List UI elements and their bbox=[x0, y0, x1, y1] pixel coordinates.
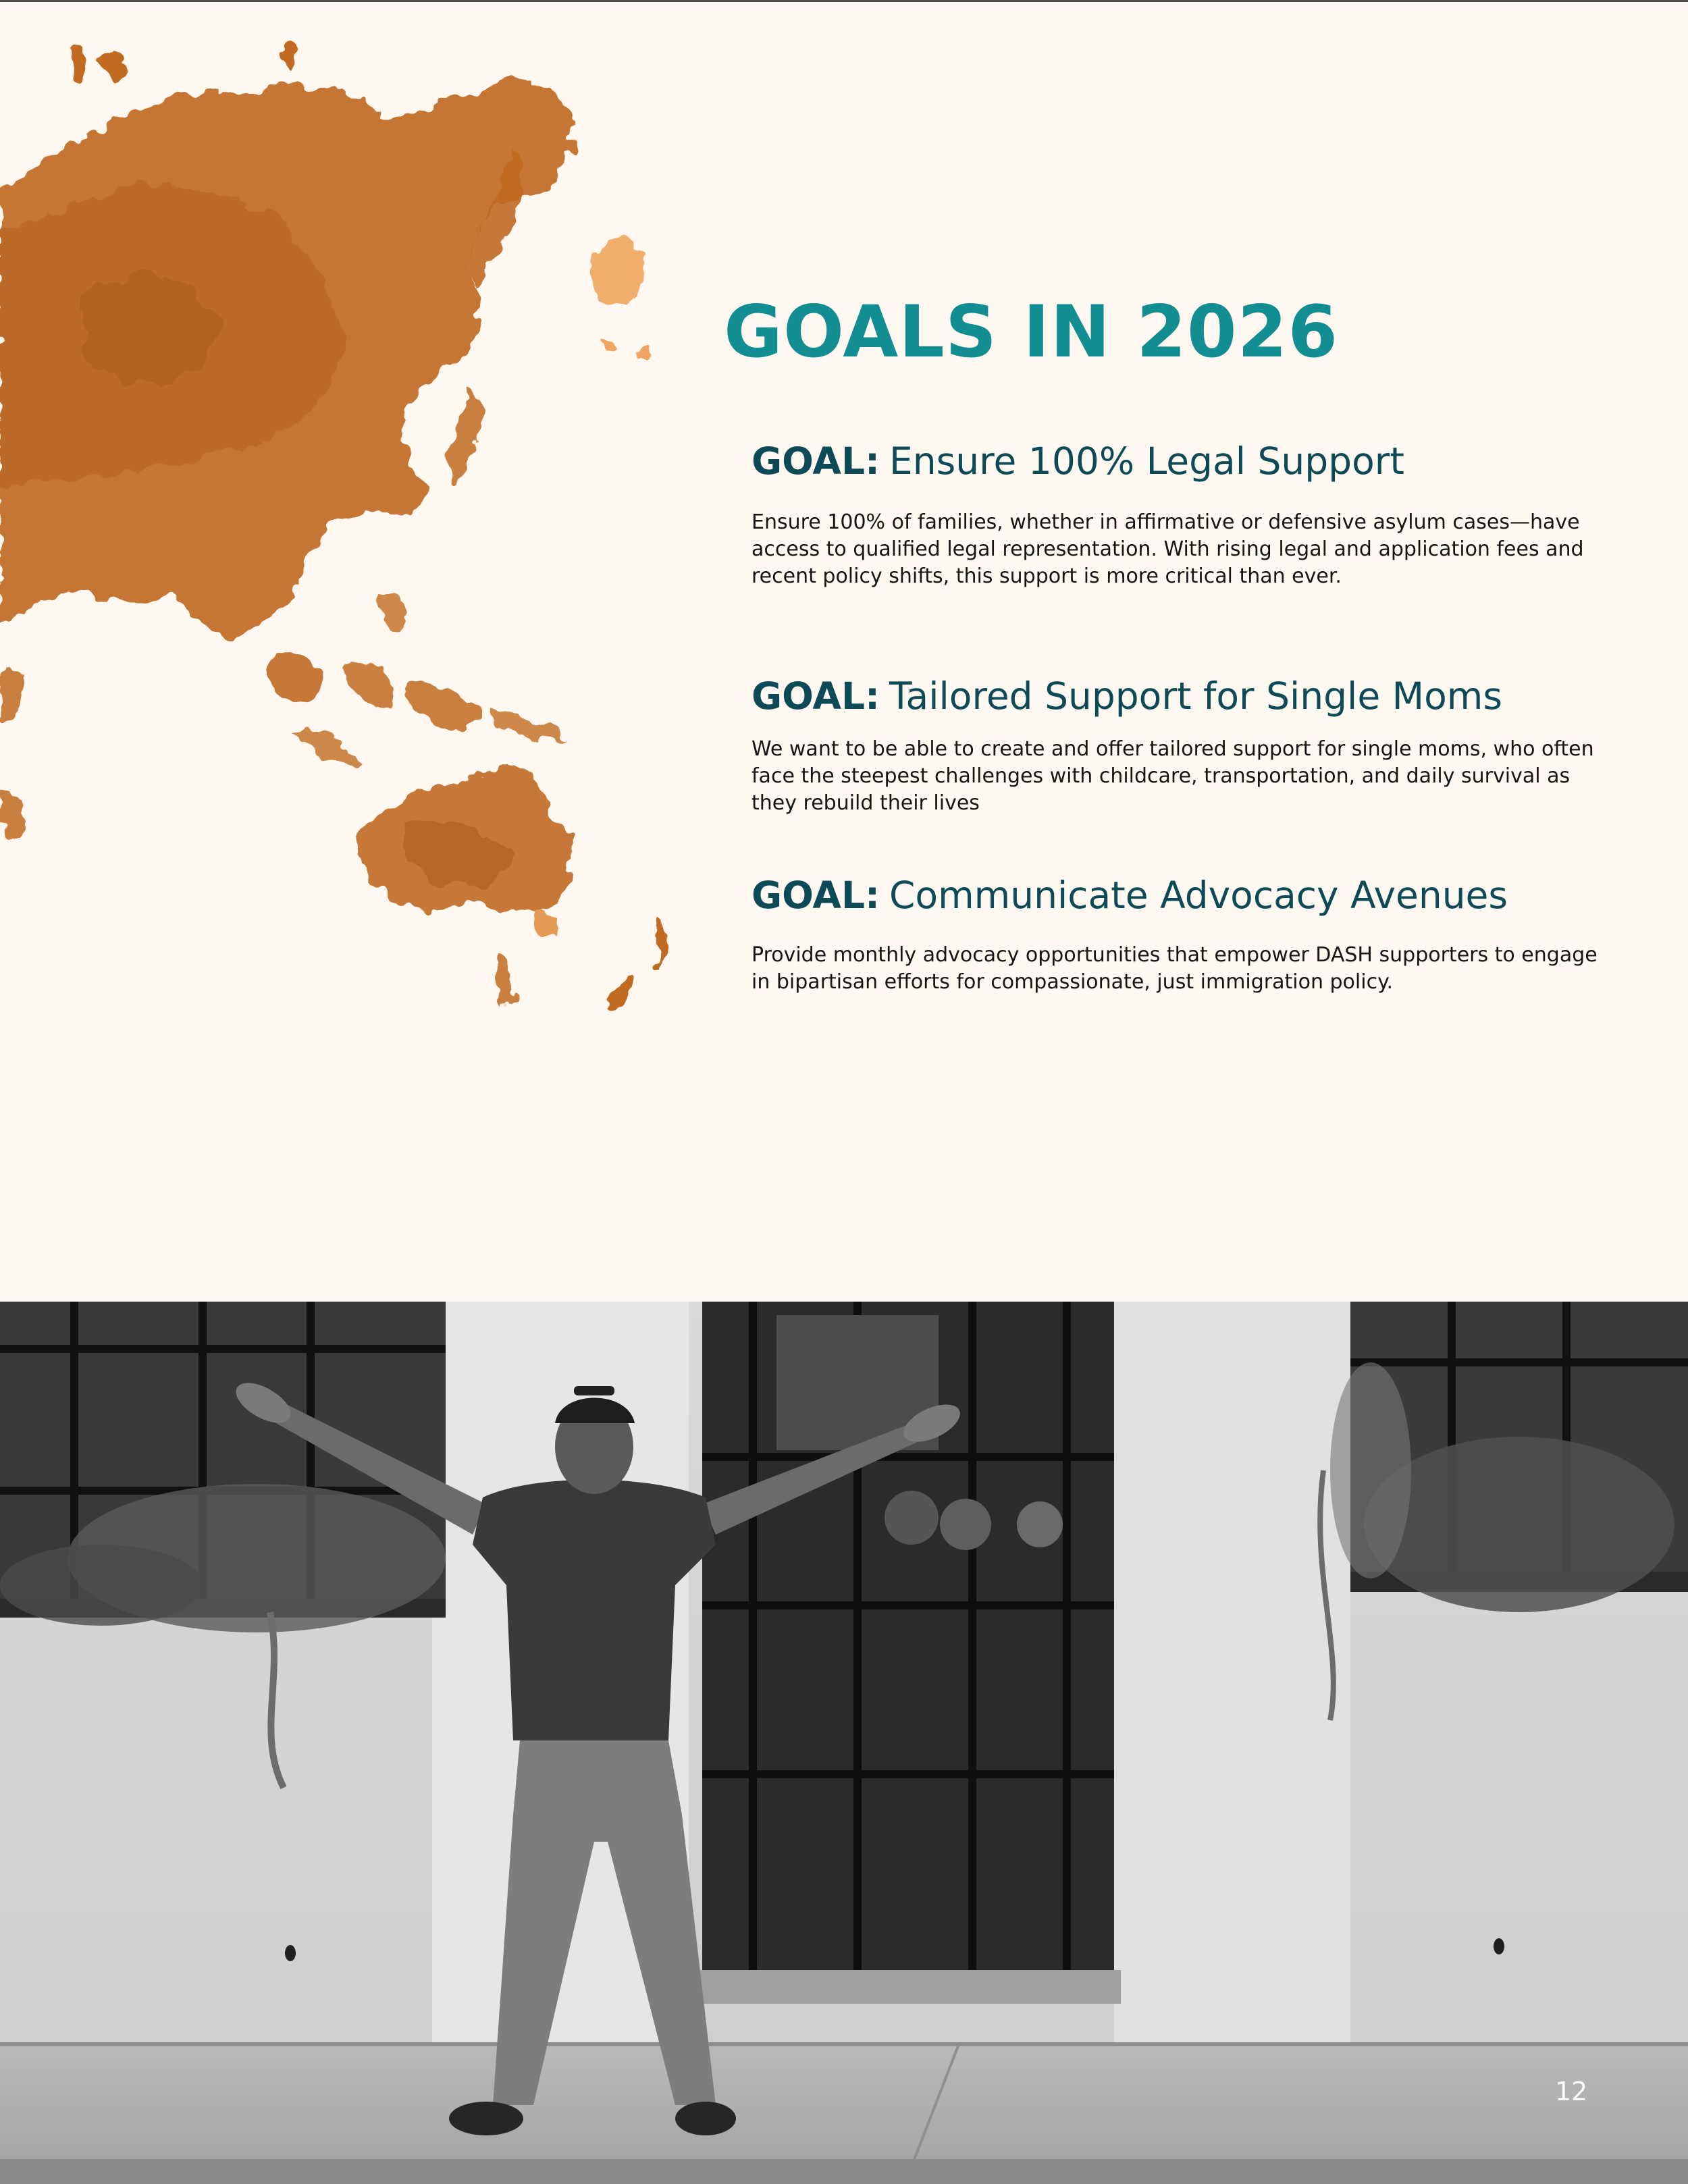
goal-single-moms bbox=[751, 674, 1616, 817]
goal-heading bbox=[751, 439, 1616, 483]
goal-prefix: GOAL: bbox=[751, 874, 880, 917]
goal-title: Communicate Advocacy Avenues bbox=[889, 874, 1508, 917]
watercolor-map-illustration bbox=[0, 14, 689, 1026]
goal-advocacy bbox=[751, 873, 1616, 996]
goal-description: Ensure 100% of families, whether in affirmative or defensive asylum cases—have access to qualified legal representation. With rising legal and application fees and recent policy shifts, this support is more critical than ever. bbox=[751, 510, 1584, 588]
goal-legal-support bbox=[751, 439, 1616, 590]
photo-man-arms-outstretched bbox=[0, 1302, 1688, 2184]
goal-title: Tailored Support for Single Moms bbox=[889, 674, 1502, 718]
goal-description: Provide monthly advocacy opportunities that empower DASH supporters to engage in bipartisan efforts for compassionate, just immigration policy. bbox=[751, 943, 1598, 994]
goal-heading bbox=[751, 873, 1616, 917]
page-number: 12 bbox=[1555, 2077, 1588, 2106]
goal-description: We want to be able to create and offer tailored support for single moms, who often face the steepest challenges with childcare, transportation, and daily survival as they rebuild their lives bbox=[751, 737, 1594, 815]
top-rule bbox=[0, 0, 1688, 2]
goal-prefix: GOAL: bbox=[751, 674, 880, 718]
goal-heading bbox=[751, 674, 1616, 718]
page-title: GOALS IN 2026 bbox=[724, 290, 1339, 373]
goal-title: Ensure 100% Legal Support bbox=[889, 440, 1404, 483]
goal-prefix: GOAL: bbox=[751, 440, 880, 483]
